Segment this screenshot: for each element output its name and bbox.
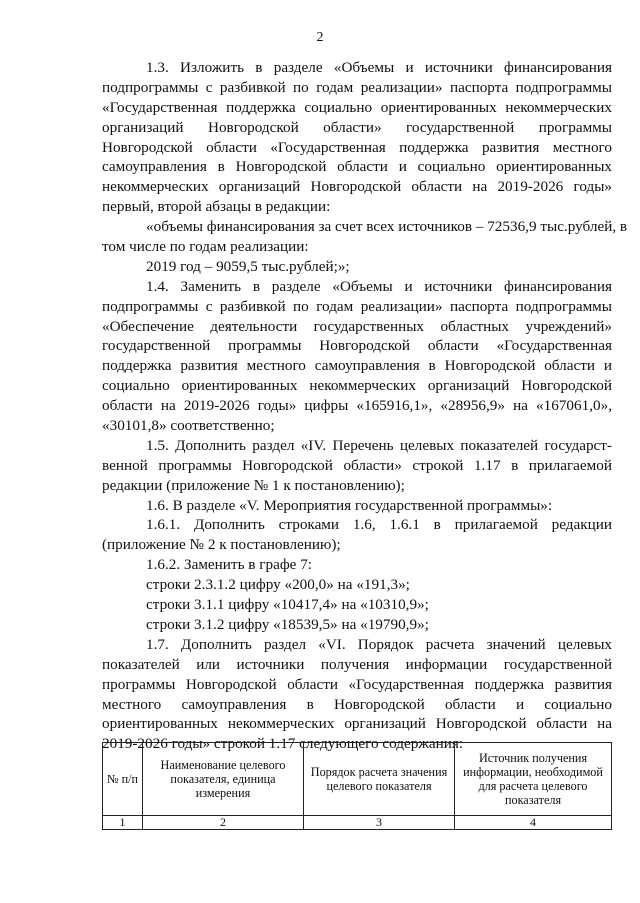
column-number: 4 [455,816,612,830]
text-line: том числе по годам реализации: [102,238,309,256]
header-cell-calculation-order: Порядок расчета значения целевого показателя [304,743,455,816]
text-line: строки 3.1.2 цифру «18539,5» на «19790,9»; [146,615,429,633]
header-cell-information-source: Источник получения информации, необходимой для расчета целевого показателя [455,743,612,816]
table-column-number-row [103,816,612,830]
text-line: 1.6. В разделе «V. Мероприятия государственной программы»: [146,496,553,514]
text-line: венной программы Новгородской области» строкой 1.17 в прилагаемой [102,456,612,474]
text-line: 1.6.1. Дополнить строками 1.6, 1.6.1 в прилагаемой редакции [146,516,612,534]
text-line: подпрограммы с разбивкой по годам реализации» паспорта подпрограммы [102,297,612,315]
text-line: поддержка развития местного самоуправления в Новгородской области и [102,357,612,375]
text-line: самоуправления в Новгородской области и социально ориентированных [102,158,612,176]
text-line: «Государственная поддержка социально ориентированных некоммерческих [102,98,612,116]
text-line: государственной программы Новгородской области «Государственная [102,337,612,355]
text-line: местного самоуправления в Новгородской области и социально [102,695,612,713]
column-number: 3 [304,816,455,830]
text-line: 1.5. Дополнить раздел «IV. Перечень целевых показателей государст- [146,436,612,454]
column-number: 1 [103,816,143,830]
text-line: 2019 год – 9059,5 тыс.рублей;»; [146,257,350,275]
text-line: редакции (приложение № 1 к постановлению); [102,476,405,494]
text-line: подпрограммы с разбивкой по годам реализации» паспорта подпрограммы [102,78,612,96]
header-cell-number: № п/п [103,743,143,816]
header-cell-indicator-name: Наименование целевого показателя, единица измерения [143,743,304,816]
page-number: 2 [316,30,324,45]
text-line: 1.6.2. Заменить в графе 7: [146,556,313,574]
text-line: 2019-2026 годы» строкой 1.17 следующего содержания: [102,735,464,753]
text-line: показателей или источники получения информации государственной [102,655,612,673]
text-line: организаций Новгородской области» государственной программы [102,118,612,136]
indicator-table [102,742,612,830]
text-line: 1.4. Заменить в разделе «Объемы и источники финансирования [146,277,612,295]
text-line: программы Новгородской области «Государственная поддержка развития [102,675,612,693]
text-line: ориентированных некоммерческих организаций Новгородской области на [102,715,612,733]
text-line: «объемы финансирования за счет всех источников – 72536,9 тыс.рублей, в [146,218,628,236]
text-line: социально ориентированных некоммерческих организаций Новгородской [102,377,612,395]
text-line: «30101,8» соответственно; [102,417,275,435]
text-line: 1.7. Дополнить раздел «VI. Порядок расчета значений целевых [146,635,612,653]
text-line: 1.3. Изложить в разделе «Объемы и источники финансирования [146,59,612,76]
text-line: строки 3.1.1 цифру «10417,4» на «10310,9»; [146,596,429,614]
document-body [102,58,628,754]
text-line: области на 2019-2026 годы» цифры «165916,1», «28956,9» на «167061,0», [102,397,612,415]
text-line: некоммерческих организаций Новгородской области на 2019-2026 годы» [102,178,612,196]
text-line: Новгородской области «Государственная поддержка развития местного [102,138,612,156]
text-line: «Обеспечение деятельности государственных областных учреждений» [102,317,612,335]
text-line: (приложение № 2 к постановлению); [102,536,341,554]
text-line: первый, второй абзацы в редакции: [102,198,331,216]
table-header-row [103,743,612,816]
column-number: 2 [143,816,304,830]
text-line: строки 2.3.1.2 цифру «200,0» на «191,3»; [146,576,410,594]
